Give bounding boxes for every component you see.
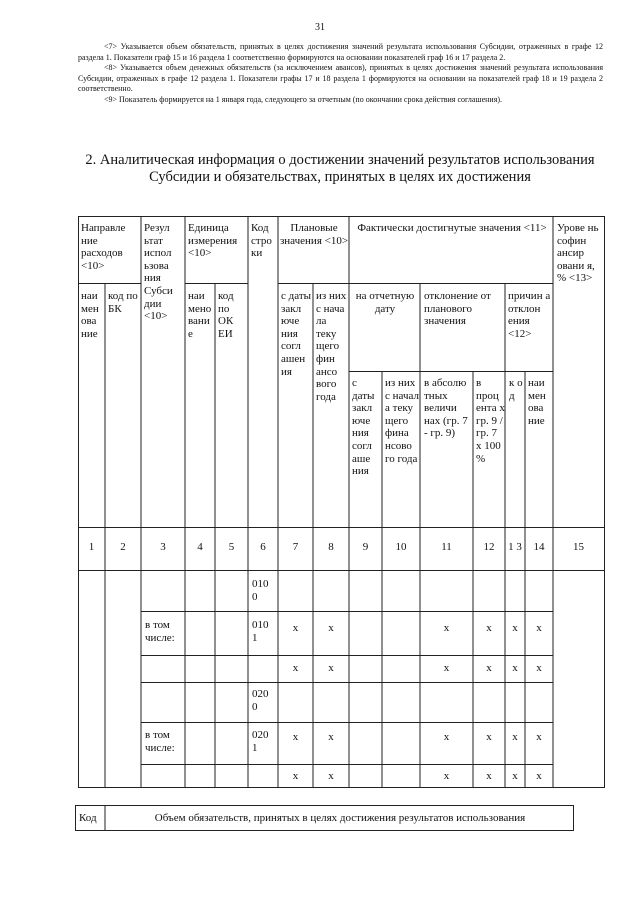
header-actual: Фактически достигнутые значения <11> xyxy=(357,222,547,234)
header-pct: в проц ента х гр. 9 / гр. 7 х 100 % xyxy=(476,377,505,465)
mark-r6-c11: х xyxy=(443,770,450,782)
col-num-2: 2 xyxy=(120,541,126,553)
header-act-from-date: с даты закл юче ния согл аше ния xyxy=(352,377,375,478)
mark-0101-c13: х xyxy=(512,622,518,634)
col-num-13: 1 3 xyxy=(508,541,522,553)
mark-0101-c14: х xyxy=(536,622,542,634)
header-plan-from-year: из них с нача ла теку щего фин ансо вого года xyxy=(316,290,347,403)
header-direction: Направле ние расходов <10> xyxy=(81,222,126,272)
code-0201: 020 1 xyxy=(252,729,269,754)
mark-r6-c12: х xyxy=(486,770,492,782)
bottom-text-header: Объем обязательств, принятых в целях достижения результатов использования xyxy=(154,812,526,824)
mark-0101-c7: х xyxy=(292,622,299,634)
col-num-14: 14 xyxy=(533,541,545,553)
bottom-code-header: Код xyxy=(79,812,97,824)
mark-0201-c12: х xyxy=(486,731,492,743)
header-reason: причин а отклон ения <12> xyxy=(508,290,551,340)
mark-0201-c8: х xyxy=(328,731,334,743)
col-num-6: 6 xyxy=(260,541,266,553)
col-num-15: 15 xyxy=(573,541,584,553)
footnotes xyxy=(78,42,603,106)
header-on-date: на отчетную дату xyxy=(355,290,415,315)
mark-r3-c7: х xyxy=(292,662,299,674)
code-0100: 010 0 xyxy=(252,578,269,603)
col-num-4: 4 xyxy=(197,541,203,553)
header-okei: код по ОК ЕИ xyxy=(218,290,234,340)
col-num-3: 3 xyxy=(160,541,166,553)
header-name: наи мен ова ние xyxy=(81,290,99,340)
mark-r3-c11: х xyxy=(443,662,450,674)
col-num-1: 1 xyxy=(88,541,95,553)
mark-r3-c8: х xyxy=(328,662,334,674)
mark-0101-c11: х xyxy=(443,622,450,634)
page-number: 31 xyxy=(315,22,325,33)
header-planned: Плановые значения <10> xyxy=(279,222,349,247)
col-num-9: 9 xyxy=(362,541,369,553)
mark-r6-c7: х xyxy=(292,770,299,782)
col-num-8: 8 xyxy=(328,541,334,553)
mark-r3-c12: х xyxy=(486,662,492,674)
header-result: Резул ьтат испол ьзова ния Субси дии <10> xyxy=(144,222,173,323)
footnote-7: <7> Указывается объем обязательств, принятых в целях достижения значений результата использования Субсидии, отраженных в графе 12 раздела 1. Показатели граф 15 и 16 раздела 1 соответственно формируются на основании показателей граф 16 и 17 раздела 2. xyxy=(78,42,603,62)
mark-r6-c13: х xyxy=(512,770,518,782)
mark-r6-c8: х xyxy=(328,770,334,782)
mark-r3-c13: х xyxy=(512,662,518,674)
mark-0101-c8: х xyxy=(328,622,334,634)
footnote-9: <9> Показатель формируется на 1 января года, следующего за отчетным (по окончании срока действия соглашения). xyxy=(104,94,503,104)
header-reason-name: наи мен ова ние xyxy=(528,377,546,427)
header-unit-name: наи мено вани е xyxy=(188,290,212,340)
mark-r6-c14: х xyxy=(536,770,542,782)
header-deviation: отклонение от планового значения xyxy=(424,290,491,328)
label-incl-2: в том числе: xyxy=(145,729,175,754)
mark-0201-c13: х xyxy=(512,731,518,743)
col-num-11: 11 xyxy=(441,541,452,553)
header-level: Урове нь софин ансир овани я, % <13> xyxy=(557,222,599,285)
header-code: Код стро ки xyxy=(251,222,272,260)
header-plan-from-date: с даты закл юче ния согл ашен ия xyxy=(281,290,312,378)
col-num-5: 5 xyxy=(228,541,235,553)
mark-0101-c12: х xyxy=(486,622,492,634)
mark-0201-c7: х xyxy=(292,731,299,743)
mark-0201-c14: х xyxy=(536,731,542,743)
header-act-from-year: из них с начал а теку щего фина нсово го года xyxy=(385,377,419,465)
label-incl-1: в том числе: xyxy=(145,619,175,644)
code-0101: 010 1 xyxy=(252,619,269,644)
mark-0201-c11: х xyxy=(443,731,450,743)
code-0200: 020 0 xyxy=(252,688,269,713)
col-num-12: 12 xyxy=(483,541,495,553)
mark-r3-c14: х xyxy=(536,662,542,674)
header-unit: Единица измерения <10> xyxy=(188,222,238,260)
header-abs: в абсолю тных величи нах (гр. 7 - гр. 9) xyxy=(424,377,468,440)
col-num-7: 7 xyxy=(292,541,299,553)
col-num-10: 10 xyxy=(395,541,407,553)
header-reason-code: к о д xyxy=(509,377,523,402)
section-title: 2. Аналитическая информация о достижении значений результатов использования Субсидии и обязательствах, принятых в целях их достижения xyxy=(85,152,595,185)
header-bk: код по БК xyxy=(108,290,138,315)
footnote-8: <8> Указывается объем денежных обязательств (за исключением авансов), принятых в целях достижения значений результата использования Субсидии, отраженных в графе 12 раздела 1. Показатели графы 17 и 18 раздела 1 формируются на основании на показателей граф 18 и 19 раздела 2 соответственно. xyxy=(78,63,603,94)
